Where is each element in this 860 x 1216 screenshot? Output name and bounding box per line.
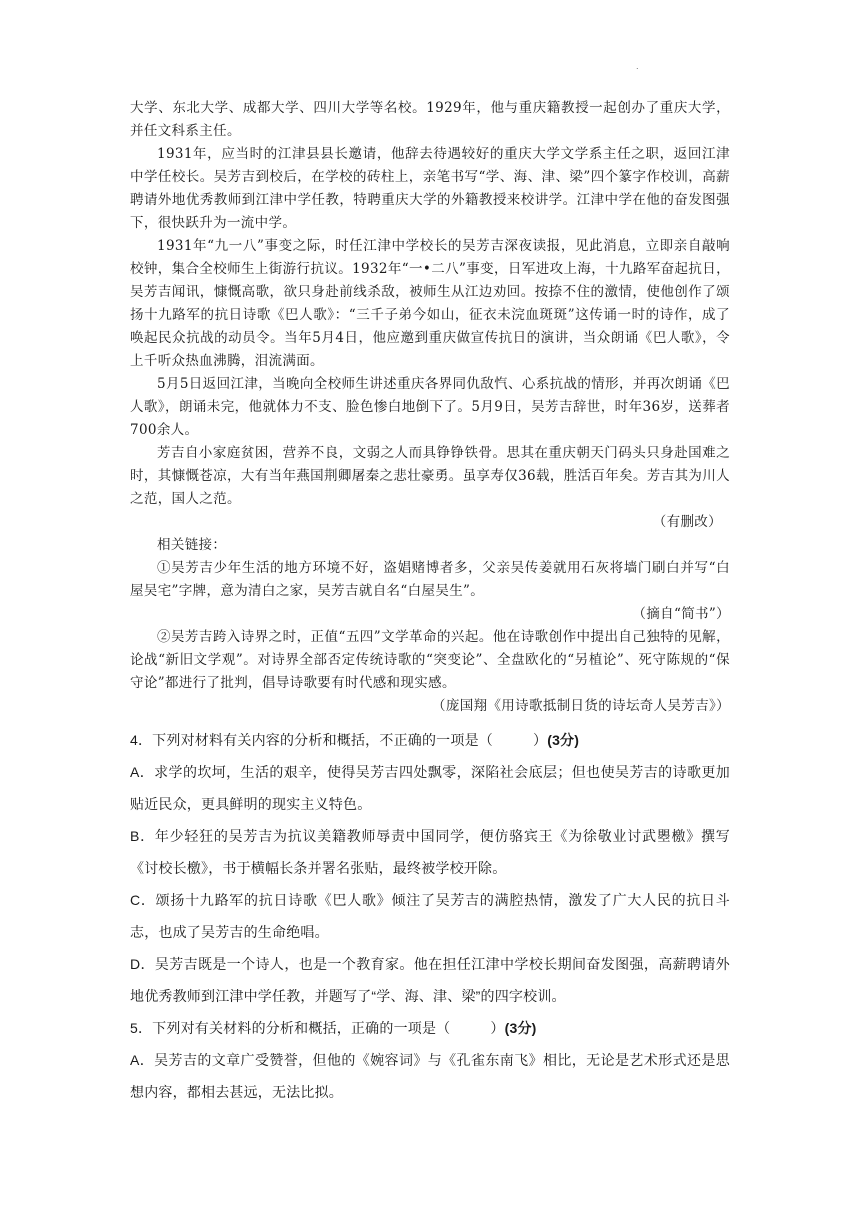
question-5-option-a: A．吴芳吉的文章广受赞誉，但他的《婉容词》与《孔雀东南飞》相比，无论是艺术形式还是思想内容，都相去甚远，无法比拟。 [130, 1052, 730, 1100]
question-4-score: (3分) [547, 732, 580, 748]
content-area [130, 97, 730, 1108]
question-5-paren-close: ） [490, 1020, 505, 1036]
passage-paragraph-3: 1931年“九一八”事变之际，时任江津中学校长的吴芳吉深夜读报，见此消息，立即亲自敲响校钟，集合全校师生上街游行抗议。1932年“一•二八”事变，日军进攻上海，十九路军奋起抗日，吴芳吉闻讯，慷慨高歌，欲只身赴前线杀敌，被师生从江边劝回。按捺不住的激情，使他创作了颂扬十九路军的抗日诗歌《巴人歌》：“三千子弟今如山，征衣未浣血斑斑”这传诵一时的诗作，成了唤起民众抗战的动员令。当年5月4日，他应邀到重庆做宣传抗日的演讲，当众朗诵《巴人歌》，令上千听众热血沸腾，泪流满面。 [130, 238, 730, 369]
questions-section [130, 724, 730, 1108]
related-link-2: ②吴芳吉跨入诗界之时，正值“五四”文学革命的兴起。他在诗歌创作中提出自己独特的见解，论战“新旧文学观”。对诗界全部否定传统诗歌的“突变论”、全盘欧化的“另植论”、死守陈规的“保守论”都进行了批判，倡导诗歌要有时代感和现实感。 [130, 629, 730, 691]
header-dot: . [636, 62, 639, 71]
question-4-option-c: C．颂扬十九路军的抗日诗歌《巴人歌》倾注了吴芳吉的满腔热情，激发了广大人民的抗日斗志，也成了吴芳吉的生命绝唱。 [130, 892, 730, 940]
edit-note: （有删改） [652, 514, 722, 530]
question-4-stem [130, 724, 730, 756]
related-link-2-source: （庞国翔《用诗歌抵制日货的诗坛奇人吴芳吉》） [432, 698, 730, 714]
related-link-1: ①吴芳吉少年生活的地方环境不好，盗娼赌博者多，父亲吴传姜就用石灰将墙门刷白并写“白屋吴宅”字牌，意为清白之家，吴芳吉就自名“白屋吴生”。 [130, 560, 730, 599]
related-link-1-source: （摘自“简书”） [632, 606, 730, 622]
question-5-stem [130, 1012, 730, 1044]
passage-paragraph-2: 1931年，应当时的江津县县长邀请，他辞去待遇较好的重庆大学文学系主任之职，返回江津中学任校长。吴芳吉到校后，在学校的砖柱上，亲笔书写“学、海、津、梁”四个篆字作校训，高薪聘请外地优秀教师到江津中学任教，特聘重庆大学的外籍教授来校讲学。江津中学在他的奋发图强下，很快跃升为一流中学。 [130, 146, 730, 231]
related-links-heading: 相关链接： [157, 537, 227, 553]
question-4-option-a: A．求学的坎坷，生活的艰辛，使得吴芳吉四处飘零，深陷社会底层；但也使吴芳吉的诗歌更加贴近民众，更具鲜明的现实主义特色。 [130, 764, 730, 812]
question-5-text: 5．下列对有关材料的分析和概括，正确的一项是（ [130, 1020, 451, 1036]
question-4-option-b: B．年少轻狂的吴芳吉为抗议美籍教师辱责中国同学，便仿骆宾王《为徐敬业讨武瞾檄》撰写《讨校长檄》，书于横幅长条并署名张贴，最终被学校开除。 [130, 828, 730, 876]
passage-paragraph-1: 大学、东北大学、成都大学、四川大学等名校。1929年，他与重庆籍教授一起创办了重庆大学，并任文科系主任。 [130, 100, 730, 139]
question-4-text: 4．下列对材料有关内容的分析和概括，不正确的一项是（ [130, 732, 493, 748]
question-4-paren-close: ） [533, 732, 548, 748]
passage-paragraph-5: 芳吉自小家庭贫困，营养不良，文弱之人而具铮铮铁骨。思其在重庆朝天门码头只身赴国难之时，其慷慨苍凉，大有当年燕国荆卿屠秦之悲壮豪勇。虽享寿仅36载，胜活百年矣。芳吉其为川人之范，国人之范。 [130, 445, 730, 507]
question-4-option-d: D．吴芳吉既是一个诗人，也是一个教育家。他在担任江津中学校长期间奋发图强，高薪聘请外地优秀教师到江津中学任教，并题写了“学、海、津、梁”的四字校训。 [130, 956, 730, 1004]
reading-passage [130, 97, 730, 718]
question-5-score: (3分) [504, 1020, 537, 1036]
passage-paragraph-4: 5月5日返回江津，当晚向全校师生讲述重庆各界同仇敌忾、心系抗战的情形，并再次朗诵《巴人歌》，朗诵未完，他就体力不支、脸色惨白地倒下了。5月9日，吴芳吉辞世，时年36岁，送葬者700余人。 [130, 376, 730, 438]
